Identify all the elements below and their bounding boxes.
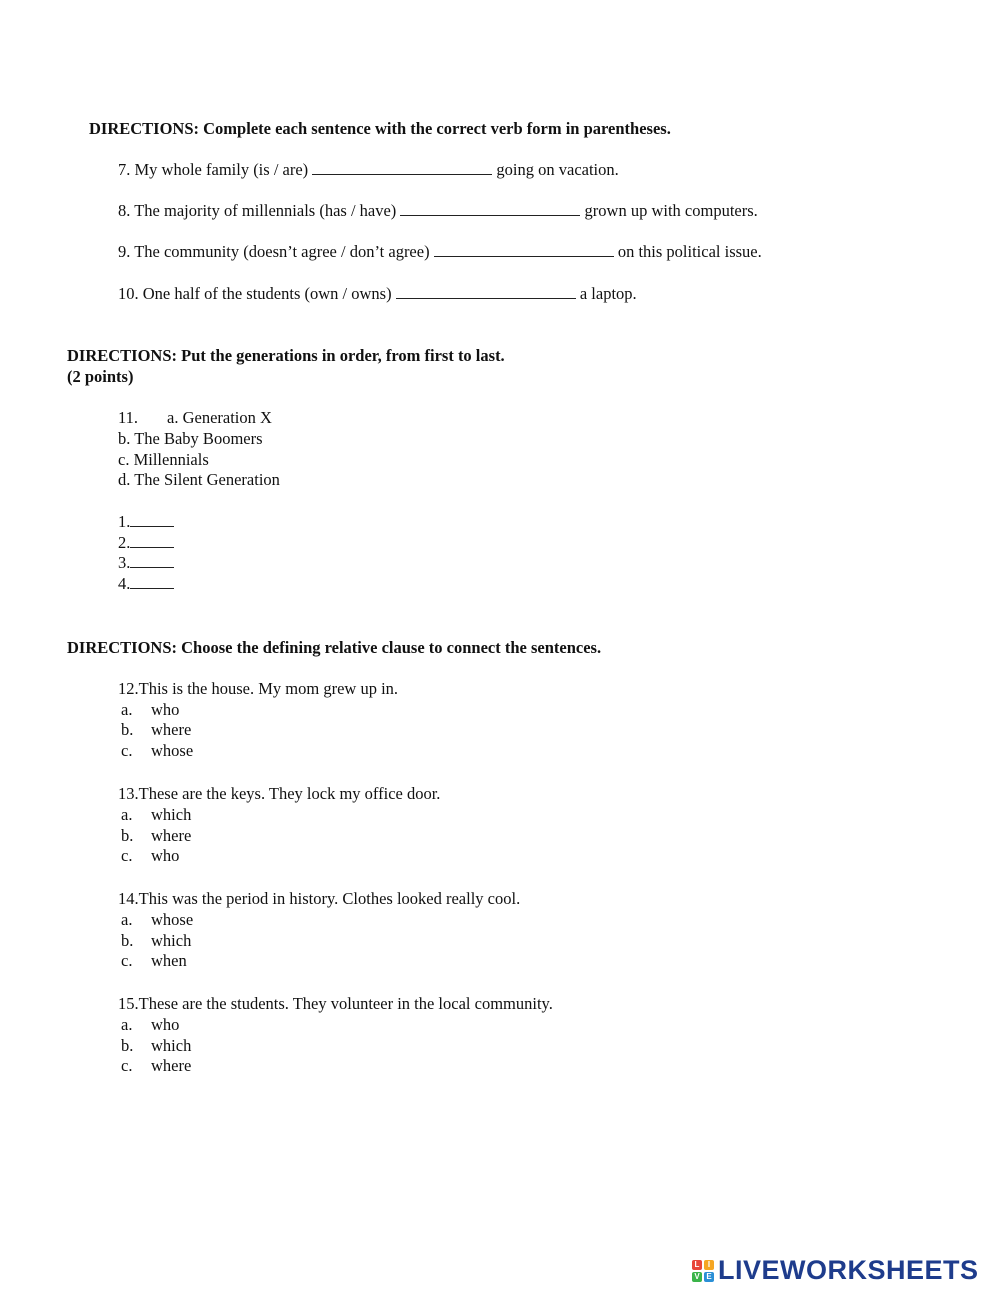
liveworksheets-logo[interactable] [692, 1255, 979, 1286]
question-10 [118, 284, 637, 304]
q8-text-before: 8. The majority of millennials (has / have) [118, 201, 401, 220]
directions-verb-form: DIRECTIONS: Complete each sentence with the correct verb form in parentheses. [89, 119, 671, 138]
directions-generations: DIRECTIONS: Put the generations in order, from first to last. [67, 346, 505, 365]
q12-option-c[interactable]: whose [151, 741, 194, 760]
q8-text-after: grown up with computers. [580, 201, 758, 220]
order-number: 2. [118, 533, 131, 552]
generation-option-d: d. The Silent Generation [118, 470, 280, 489]
q15-option-c[interactable]: where [151, 1056, 192, 1075]
q14-option-a-letter: a. [121, 910, 133, 929]
q15-option-b-letter: b. [121, 1036, 134, 1055]
order-answer-blank[interactable] [130, 533, 174, 548]
logo-letter-v: V [692, 1272, 702, 1282]
q7-text-after: going on vacation. [492, 160, 619, 179]
q13-option-c-letter: c. [121, 846, 133, 865]
q10-answer-blank[interactable] [396, 284, 576, 299]
q8-answer-blank[interactable] [400, 201, 580, 216]
q14-option-b-letter: b. [121, 931, 134, 950]
question-12: 12.This is the house. My mom grew up in. [118, 679, 399, 698]
q12-option-a-letter: a. [121, 700, 133, 719]
q14-option-b[interactable]: which [151, 931, 192, 950]
order-number: 1. [118, 512, 131, 531]
q12-option-a[interactable]: who [151, 700, 180, 719]
q13-option-a-letter: a. [121, 805, 133, 824]
question-9 [118, 242, 762, 262]
logo-letter-l: L [692, 1260, 702, 1270]
q15-option-c-letter: c. [121, 1056, 133, 1075]
q14-option-c-letter: c. [121, 951, 133, 970]
q12-option-b-letter: b. [121, 720, 134, 739]
points-label: (2 points) [67, 367, 134, 386]
q14-option-c[interactable]: when [151, 951, 187, 970]
logo-grid-icon [692, 1260, 714, 1282]
generation-option-b: b. The Baby Boomers [118, 429, 263, 448]
q9-answer-blank[interactable] [434, 242, 614, 257]
q9-text-before: 9. The community (doesn’t agree / don’t agree) [118, 242, 434, 261]
order-answer-4 [118, 574, 174, 594]
q10-text-after: a laptop. [575, 284, 637, 303]
q13-option-b-letter: b. [121, 826, 134, 845]
q13-option-c[interactable]: who [151, 846, 180, 865]
logo-letter-e: E [704, 1272, 714, 1282]
logo-text: LIVEWORKSHEETS [718, 1255, 979, 1285]
q15-option-a-letter: a. [121, 1015, 133, 1034]
directions-relative-clause: DIRECTIONS: Choose the defining relative clause to connect the sentences. [67, 638, 602, 657]
generation-option-a: a. Generation X [167, 408, 272, 427]
order-answer-blank[interactable] [130, 553, 174, 568]
q14-option-a[interactable]: whose [151, 910, 194, 929]
question-11-number: 11. [118, 408, 139, 427]
q12-option-b[interactable]: where [151, 720, 192, 739]
q15-option-a[interactable]: who [151, 1015, 180, 1034]
order-number: 3. [118, 553, 131, 572]
order-answer-blank[interactable] [130, 512, 174, 527]
question-13: 13.These are the keys. They lock my office door. [118, 784, 441, 803]
logo-letter-i: I [704, 1260, 714, 1270]
question-14: 14.This was the period in history. Clothes looked really cool. [118, 889, 521, 908]
q10-text-before: 10. One half of the students (own / owns) [118, 284, 396, 303]
q15-option-b[interactable]: which [151, 1036, 192, 1055]
order-answer-blank[interactable] [130, 574, 174, 589]
order-answer-1 [118, 512, 174, 532]
q13-option-b[interactable]: where [151, 826, 192, 845]
q9-text-after: on this political issue. [613, 242, 762, 261]
order-answer-3 [118, 553, 174, 573]
question-8 [118, 201, 758, 221]
question-7 [118, 160, 619, 180]
q13-option-a[interactable]: which [151, 805, 192, 824]
order-answer-2 [118, 533, 174, 553]
order-number: 4. [118, 574, 131, 593]
q7-text-before: 7. My whole family (is / are) [118, 160, 313, 179]
q12-option-c-letter: c. [121, 741, 133, 760]
q7-answer-blank[interactable] [312, 160, 492, 175]
question-15: 15.These are the students. They volunteer in the local community. [118, 994, 553, 1013]
generation-option-c: c. Millennials [118, 450, 209, 469]
